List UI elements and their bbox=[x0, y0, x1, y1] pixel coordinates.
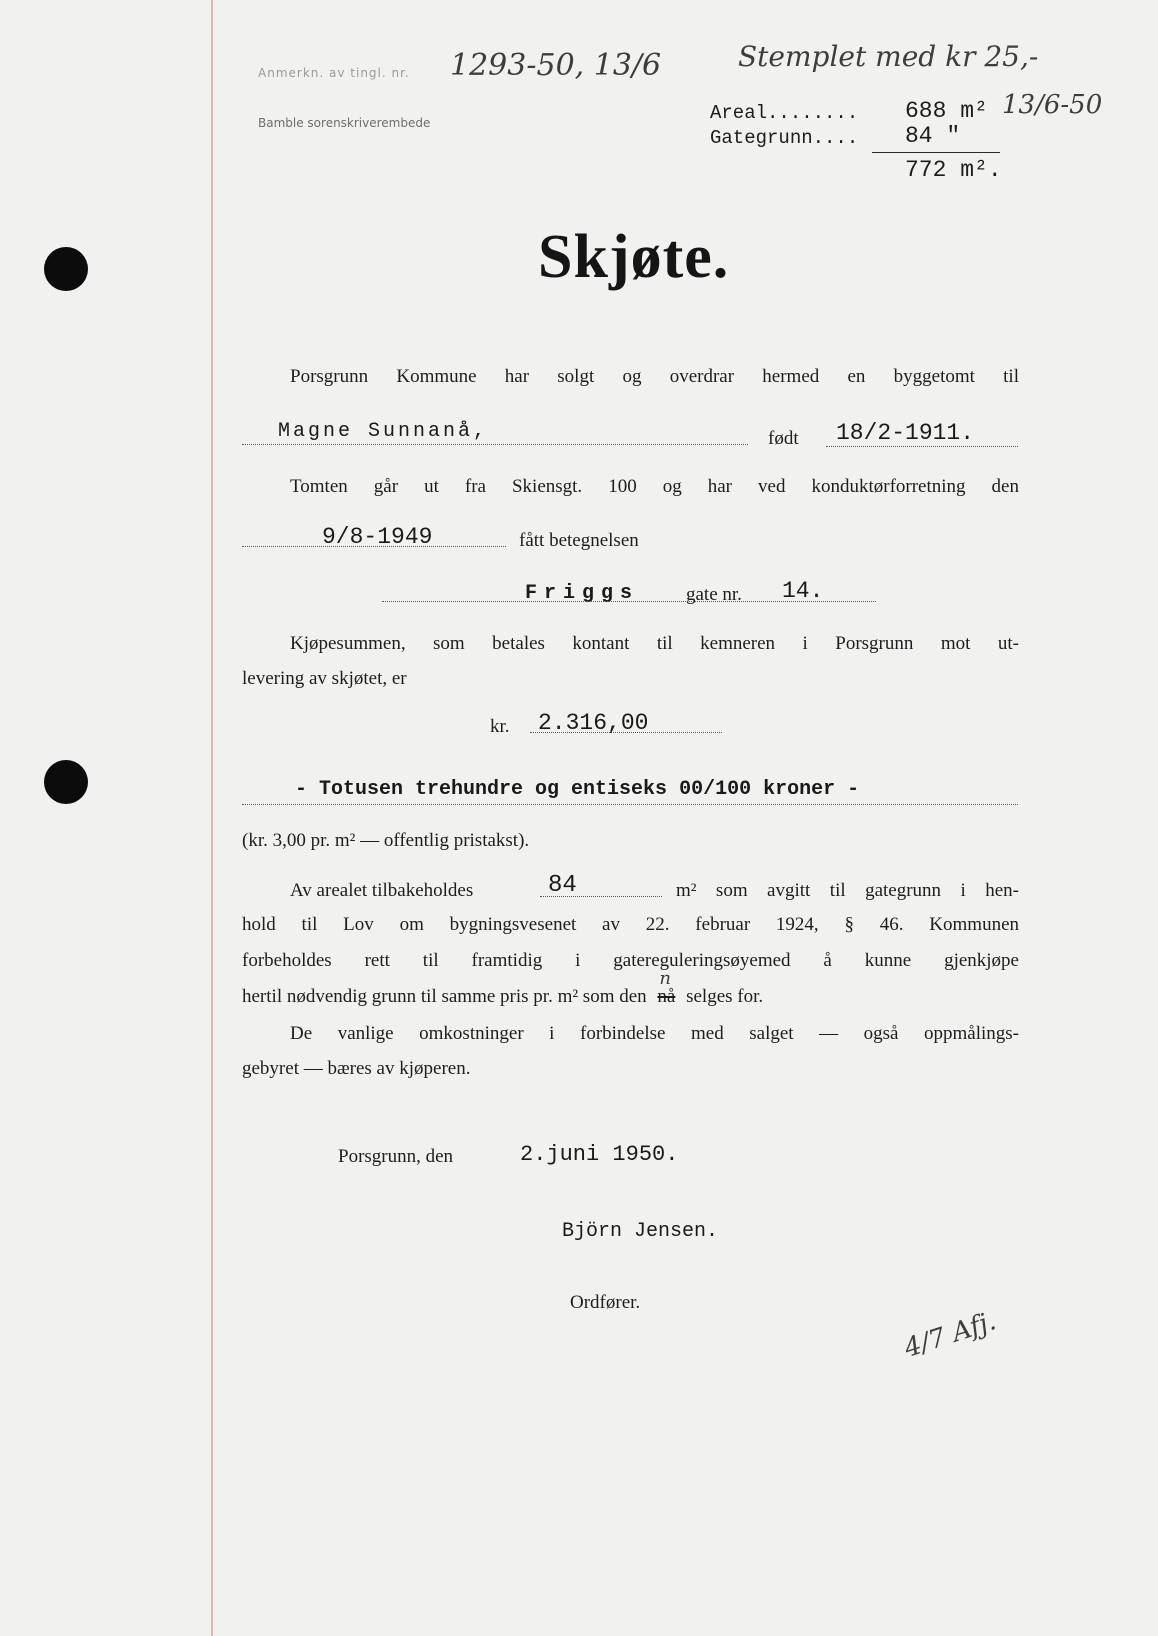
retain-dotted-line bbox=[540, 896, 662, 897]
document-title: Skjøte. bbox=[538, 223, 730, 291]
law-text-line3-end: selges for. bbox=[686, 986, 764, 1007]
price-dotted-line bbox=[530, 732, 722, 733]
margin-line bbox=[211, 0, 213, 1636]
areal-value: 688 m² bbox=[905, 98, 988, 124]
buyer-name: Magne Sunnanå, bbox=[278, 420, 489, 443]
price-text-line2: levering av skjøtet, er bbox=[242, 668, 407, 689]
kr-label: kr. bbox=[490, 716, 510, 737]
gategrunn-value: 84 " bbox=[905, 123, 961, 149]
handwritten-stamp-note: Stemplet med kr 25,- bbox=[738, 40, 1039, 73]
law-text-line3-start: hertil nødvendig grunn til samme pris pr. m² som den bbox=[242, 986, 647, 1007]
law-text-line2: forbeholdes rett til framtidig i gatereguleringsøyemed å kunne gjenkjøpe bbox=[242, 950, 1019, 971]
areal-total: 772 m². bbox=[905, 157, 1002, 183]
born-dotted-line bbox=[826, 446, 1018, 447]
street-number: 14. bbox=[782, 578, 824, 604]
signer-name: Björn Jensen. bbox=[562, 1220, 719, 1243]
handwritten-insertion: n bbox=[659, 968, 671, 989]
intro-text: Porsgrunn Kommune har solgt og overdrar hermed en byggetomt til bbox=[290, 366, 1019, 387]
buyer-dotted-line bbox=[242, 444, 748, 445]
street-suffix: gate nr. bbox=[686, 584, 742, 605]
punch-hole-middle bbox=[44, 760, 88, 804]
signing-date: 2.juni 1950. bbox=[520, 1142, 679, 1167]
costs-text-line1: De vanlige omkostninger i forbindelse med salget — også oppmålings- bbox=[290, 1023, 1019, 1044]
law-correction bbox=[657, 968, 676, 1008]
price-basis: (kr. 3,00 pr. m² — offentlig pristakst). bbox=[242, 830, 530, 851]
areal-label: Areal........ bbox=[710, 102, 859, 124]
law-text-line1: hold til Lov om bygningsvesenet av 22. februar 1924, § 46. Kommunen bbox=[242, 914, 1019, 935]
costs-text-line2: gebyret — bæres av kjøperen. bbox=[242, 1058, 471, 1079]
price-in-words: - Totusen trehundre og entiseks 00/100 kroner - bbox=[295, 778, 860, 801]
born-date: 18/2-1911. bbox=[836, 420, 975, 446]
handwritten-initials: 4/7 Afj. bbox=[900, 1306, 1000, 1364]
registration-stamp-line2: Bamble sorenskriverembede bbox=[258, 116, 431, 130]
survey-date: 9/8-1949 bbox=[322, 524, 433, 550]
retain-value: 84 bbox=[548, 872, 577, 899]
price-value: 2.316,00 bbox=[538, 710, 649, 736]
registration-stamp-line1: Anmerkn. av tingl. nr. bbox=[258, 66, 410, 80]
born-label: født bbox=[768, 428, 799, 449]
struck-word: nå bbox=[657, 986, 676, 1007]
price-words-dotted-line bbox=[242, 804, 1018, 805]
designation-label: fått betegnelsen bbox=[519, 530, 639, 551]
tomten-text: Tomten går ut fra Skiensgt. 100 og har ved konduktørforretning den bbox=[290, 476, 1019, 497]
handwritten-registration-ref: 1293-50, 13/6 bbox=[450, 48, 662, 83]
signer-role: Ordfører. bbox=[570, 1292, 641, 1313]
retain-suffix: m² som avgitt til gategrunn i hen- bbox=[676, 880, 1019, 901]
gategrunn-label: Gategrunn.... bbox=[710, 127, 859, 149]
price-text-line1: Kjøpesummen, som betales kontant til kemneren i Porsgrunn mot ut- bbox=[290, 633, 1019, 654]
areal-sum-rule bbox=[872, 152, 1000, 153]
law-text-line3 bbox=[242, 968, 764, 1008]
retain-prefix: Av arealet tilbakeholdes bbox=[290, 880, 474, 901]
handwritten-stamp-date: 13/6-50 bbox=[1002, 90, 1103, 120]
punch-hole-top bbox=[44, 247, 88, 291]
survey-dotted-line bbox=[242, 546, 506, 547]
place-date-label: Porsgrunn, den bbox=[338, 1146, 454, 1167]
street-dotted-line bbox=[382, 601, 876, 602]
street-name: Friggs bbox=[525, 582, 640, 605]
